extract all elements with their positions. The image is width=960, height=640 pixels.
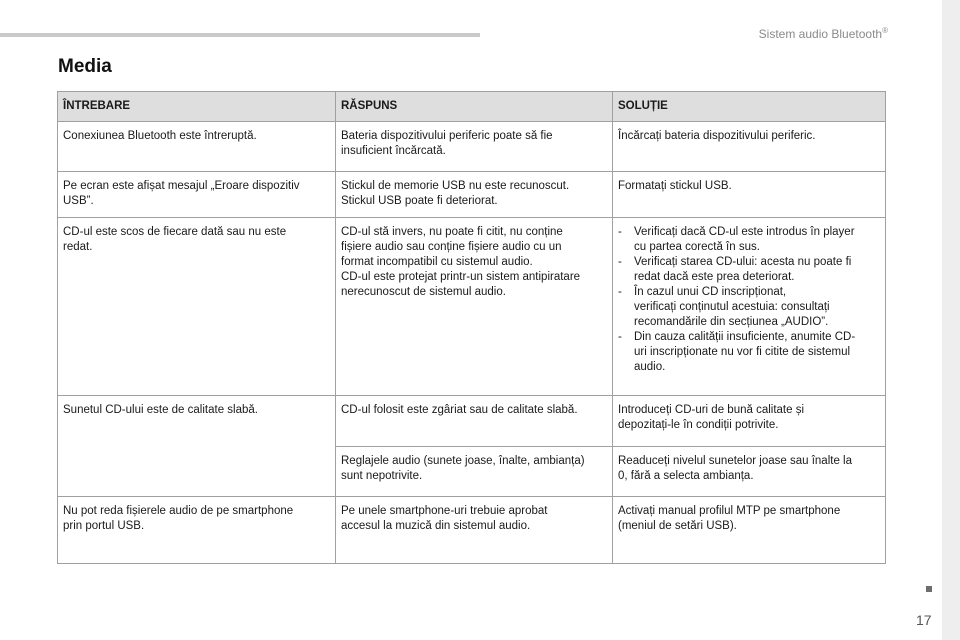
- cell-line: Stickul de memorie USB nu este recunoscut.: [341, 180, 570, 192]
- column-header-solution: [613, 92, 886, 122]
- cell-line: accesul la muzică din sistemul audio.: [341, 520, 531, 532]
- cell-line: Activați manual profilul MTP pe smartphone: [618, 505, 841, 517]
- solution-cell: [613, 218, 886, 396]
- header-rule: [0, 33, 480, 37]
- solution-bullet: - Verificați starea CD-ului: acesta nu poate fi redat dacă este prea deteriorat.: [618, 255, 881, 285]
- cell-line: insuficient încărcată.: [341, 145, 446, 157]
- cell-line: Pe ecran este afișat mesajul „Eroare dispozitiv: [63, 180, 300, 192]
- running-header-title: Sistem audio Bluetooth: [758, 27, 883, 41]
- solution-bullet: - Verificați dacă CD-ul este introdus în player cu partea corectă în sus.: [618, 225, 881, 255]
- cell-line: redat dacă este prea deteriorat.: [634, 271, 795, 283]
- answer-cell: [336, 172, 613, 218]
- solution-cell: [613, 396, 886, 447]
- solution-cell: [613, 122, 886, 172]
- cell-line: 0, fără a selecta ambianța.: [618, 470, 754, 482]
- cell-line: prin portul USB.: [63, 520, 145, 532]
- page-number: 17: [916, 612, 932, 628]
- cell-line: (meniul de setări USB).: [618, 520, 737, 532]
- cell-line: redat.: [63, 241, 93, 253]
- answer-cell: [336, 447, 613, 497]
- cell-line: Încărcați bateria dispozitivului periferic.: [618, 130, 816, 142]
- table-row: [58, 497, 886, 564]
- question-cell: [58, 396, 336, 497]
- cell-line: Conexiunea Bluetooth este întreruptă.: [63, 130, 257, 142]
- question-cell: [58, 122, 336, 172]
- cell-line: uri inscripționate nu vor fi citite de sistemul: [634, 346, 851, 358]
- cell-line: nerecunoscut de sistemul audio.: [341, 286, 506, 298]
- registered-mark: ®: [882, 26, 888, 35]
- cell-line: Pe unele smartphone-uri trebuie aprobat: [341, 505, 548, 517]
- cell-line: CD-ul este scos de fiecare dată sau nu este: [63, 226, 287, 238]
- column-header-question: [58, 92, 336, 122]
- cell-line: În cazul unui CD inscripționat,: [634, 286, 787, 298]
- answer-cell: [336, 122, 613, 172]
- column-header-answer: [336, 92, 613, 122]
- page-edge-strip: [942, 0, 960, 640]
- answer-cell: [336, 396, 613, 447]
- cell-line: fișiere audio sau conține fișiere audio cu un: [341, 241, 562, 253]
- answer-cell: [336, 497, 613, 564]
- answer-cell: [336, 218, 613, 396]
- question-cell: [58, 497, 336, 564]
- cell-line: USB”.: [63, 195, 94, 207]
- cell-line: CD-ul stă invers, nu poate fi citit, nu conține: [341, 226, 563, 238]
- cell-line: Verificați starea CD-ului: acesta nu poate fi: [634, 256, 852, 268]
- column-header-label: ÎNTREBARE: [63, 100, 131, 112]
- cell-line: audio.: [634, 361, 666, 373]
- cell-line: cu partea corectă în sus.: [634, 241, 760, 253]
- page-marker: [926, 586, 932, 592]
- cell-line: Introduceți CD-uri de bună calitate și: [618, 404, 805, 416]
- cell-line: Verificați dacă CD-ul este introdus în player: [634, 226, 855, 238]
- solution-cell: [613, 497, 886, 564]
- cell-line: Formatați stickul USB.: [618, 180, 732, 192]
- question-cell: [58, 172, 336, 218]
- solution-bullet: - În cazul unui CD inscripționat, verificați conținutul acestuia: consultați recomandările din secțiunea „AUDIO”.: [618, 285, 881, 330]
- cell-line: CD-ul folosit este zgâriat sau de calitate slabă.: [341, 404, 578, 416]
- cell-line: depozitați-le în condiții potrivite.: [618, 419, 779, 431]
- cell-line: Readuceți nivelul sunetelor joase sau înalte la: [618, 455, 852, 467]
- cell-line: CD-ul este protejat printr-un sistem antipiratare: [341, 271, 581, 283]
- troubleshooting-table: [57, 91, 886, 564]
- table-row: [58, 218, 886, 396]
- table-row: [58, 396, 886, 447]
- cell-line: Bateria dispozitivului periferic poate să fie: [341, 130, 553, 142]
- solution-cell: [613, 447, 886, 497]
- column-header-label: SOLUȚIE: [618, 100, 668, 112]
- table-row: [58, 172, 886, 218]
- cell-line: verificați conținutul acestuia: consultați: [634, 301, 830, 313]
- cell-line: Nu pot reda fișierele audio de pe smartphone: [63, 505, 294, 517]
- column-header-label: RĂSPUNS: [341, 100, 398, 112]
- table-header-row: [58, 92, 886, 122]
- solution-bullet-list: [613, 218, 885, 375]
- cell-line: recomandările din secțiunea „AUDIO”.: [634, 316, 829, 328]
- running-header: [759, 26, 888, 41]
- cell-line: Sunetul CD-ului este de calitate slabă.: [63, 404, 258, 416]
- cell-line: format incompatibil cu sistemul audio.: [341, 256, 533, 268]
- solution-cell: [613, 172, 886, 218]
- cell-line: Reglajele audio (sunete joase, înalte, ambianța): [341, 455, 585, 467]
- cell-line: Din cauza calității insuficiente, anumite CD-: [634, 331, 856, 343]
- question-cell: [58, 218, 336, 396]
- cell-line: Stickul USB poate fi deteriorat.: [341, 195, 498, 207]
- solution-bullet: - Din cauza calității insuficiente, anumite CD- uri inscripționate nu vor fi citite de sistemul audio.: [618, 330, 881, 375]
- section-title: Media: [58, 56, 112, 77]
- table-row: [58, 122, 886, 172]
- cell-line: sunt nepotrivite.: [341, 470, 423, 482]
